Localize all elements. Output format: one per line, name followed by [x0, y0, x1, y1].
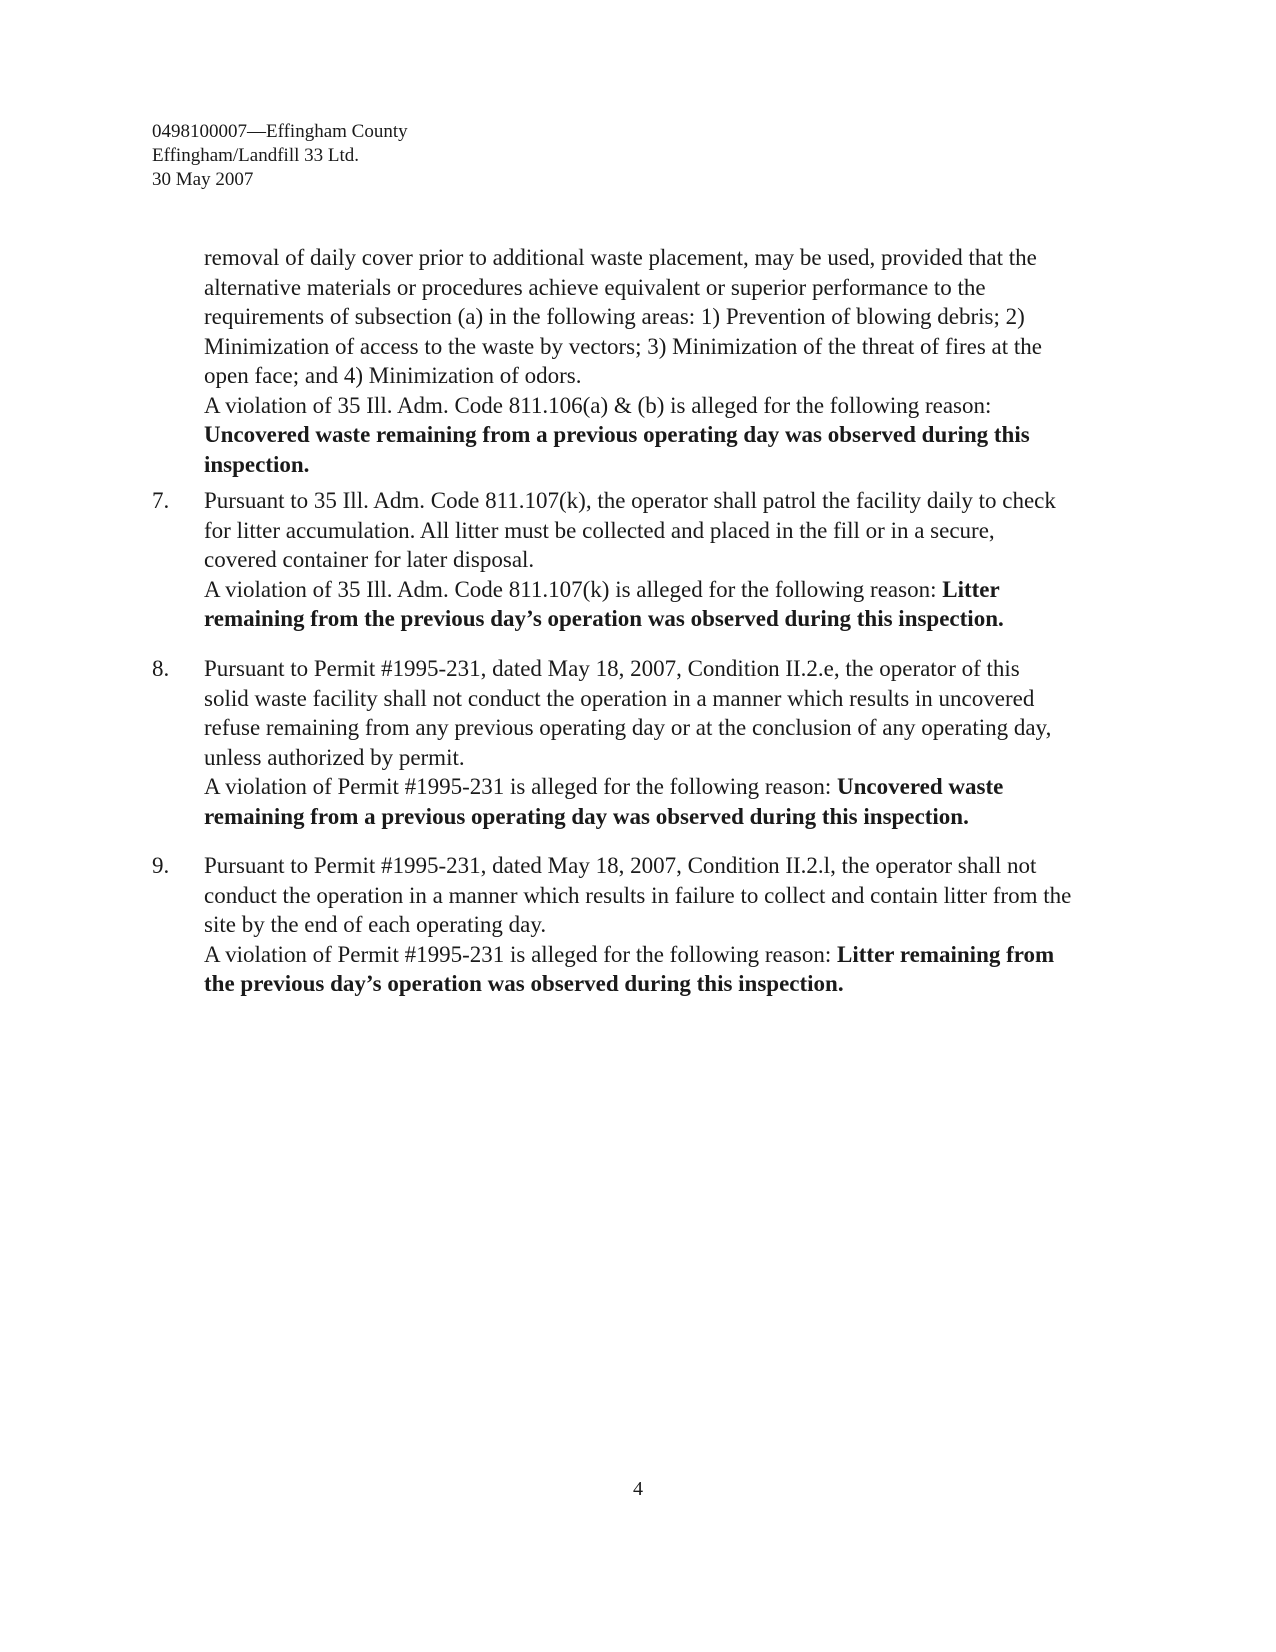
violation-reason: Uncovered waste remaining from a previous operating day was observed during this	[204, 422, 1030, 447]
violation-reason: Uncovered waste	[837, 774, 1004, 799]
violation-reason: Litter remaining from	[837, 941, 1055, 967]
text-line: open face; and 4) Minimization of odors.	[204, 363, 582, 388]
text-line: site by the end of each operating day.	[204, 912, 547, 937]
violation-reason: remaining from a previous operating day was observed during this inspection.	[204, 803, 969, 829]
document-header	[152, 120, 408, 192]
text-line: conduct the operation in a manner which results in failure to collect and contain litter from the	[204, 882, 1072, 908]
text-line: removal of daily cover prior to additional waste placement, may be used, provided that the	[204, 245, 1037, 270]
header-date: 30 May 2007	[152, 169, 254, 190]
text-line: alternative materials or procedures achieve equivalent or superior performance to the	[204, 274, 986, 300]
violation-prefix: A violation of Permit #1995-231 is alleged for the following reason:	[204, 774, 838, 799]
violation-reason: remaining from the previous day’s operation was observed during this inspection.	[204, 606, 1004, 631]
text-line: requirements of subsection (a) in the following areas: 1) Prevention of blowing debris; 2)	[204, 304, 1025, 329]
violation-statement	[204, 940, 1154, 970]
item-body	[204, 654, 1154, 831]
violation-reason: the previous day’s operation was observed during this inspection.	[204, 971, 844, 996]
item-number: 8.	[152, 656, 170, 681]
violation-statement: A violation of 35 Ill. Adm. Code 811.106(a) & (b) is alleged for the following reason:	[204, 392, 992, 418]
text-line: unless authorized by permit.	[204, 744, 465, 770]
text-line: Pursuant to Permit #1995-231, dated May 18, 2007, Condition II.2.e, the operator of this	[204, 656, 1020, 681]
item-body	[204, 851, 1154, 999]
violation-prefix: A violation of Permit #1995-231 is alleged for the following reason:	[204, 941, 838, 967]
item-number: 7.	[152, 488, 170, 513]
item-number: 9.	[152, 853, 170, 878]
text-line: Pursuant to Permit #1995-231, dated May 18, 2007, Condition II.2.l, the operator shall not	[204, 853, 1037, 878]
violation-statement	[204, 575, 1154, 605]
header-file-id: 0498100007—Effingham County	[152, 121, 408, 142]
text-line: solid waste facility shall not conduct the operation in a manner which results in uncovered	[204, 685, 1035, 711]
page-number: 4	[633, 1478, 643, 1500]
violation-reason: inspection.	[204, 451, 310, 477]
violation-reason: Litter	[942, 576, 1000, 602]
violation-statement	[204, 772, 1154, 802]
text-line: refuse remaining from any previous operating day or at the conclusion of any operating day,	[204, 715, 1052, 740]
violation-prefix: A violation of 35 Ill. Adm. Code 811.107(k) is alleged for the following reason:	[204, 576, 943, 602]
text-line: Minimization of access to the waste by vectors; 3) Minimization of the threat of fires at the	[204, 333, 1042, 359]
item-body	[204, 486, 1154, 634]
text-line: Pursuant to 35 Ill. Adm. Code 811.107(k), the operator shall patrol the facility daily to check	[204, 488, 1056, 513]
text-line: for litter accumulation. All litter must be collected and placed in the fill or in a secure,	[204, 517, 995, 543]
header-facility: Effingham/Landfill 33 Ltd.	[152, 145, 360, 166]
text-line: covered container for later disposal.	[204, 547, 535, 572]
item-6-continuation	[204, 243, 1154, 479]
